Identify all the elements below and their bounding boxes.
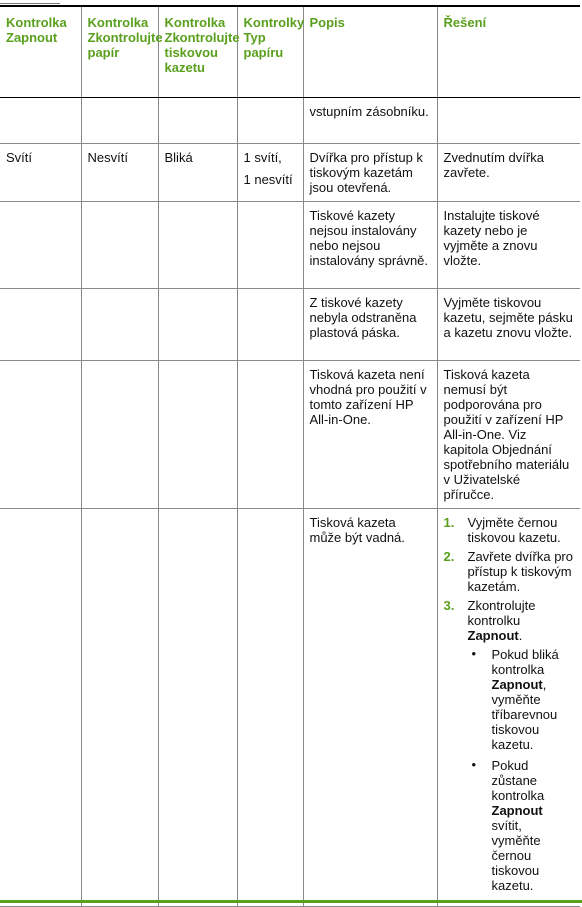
cell-popis: vstupním zásobníku.	[303, 98, 437, 144]
cell-empty	[437, 98, 580, 144]
cell-reseni: Tisková kazeta nemusí být podporována pro použití v zařízení HP All-in-One. Viz kapitola Objednání spotřebního materiálu v Uživatelské příručce.	[437, 361, 580, 509]
step-text: Vyjměte černou tiskovou kazetu.	[467, 515, 561, 545]
cell-empty	[237, 202, 303, 289]
cell-empty	[158, 509, 237, 907]
substep-text: Pokud zůstane kontrolka	[491, 758, 545, 803]
table-row	[0, 509, 580, 907]
cell-empty	[237, 98, 303, 144]
header-kontrolka-kazeta: Kontrolka Zkontrolujte tiskovou kazetu	[158, 6, 237, 98]
typ-papiru-line2: 1 nesvítí	[243, 172, 293, 187]
table-header-row	[0, 6, 580, 98]
typ-papiru-line1: 1 svítí,	[243, 150, 282, 165]
step-number: 2.	[443, 549, 455, 564]
cell-empty	[158, 361, 237, 509]
list-item	[444, 549, 575, 594]
substep-bold-text: Zapnout	[491, 677, 543, 692]
list-item	[468, 758, 575, 893]
cell-empty	[81, 289, 158, 361]
cell-popis: Tisková kazeta může být vadná.	[303, 509, 437, 907]
step-tail: .	[518, 628, 523, 643]
continuation-fragment	[0, 0, 60, 4]
list-item	[468, 647, 575, 752]
step-number: 3.	[443, 598, 455, 613]
bullet-icon: •	[471, 646, 477, 661]
header-kontrolka-papir: Kontrolka Zkontrolujte papír	[81, 6, 158, 98]
step-number: 1.	[443, 515, 455, 530]
table-row	[0, 361, 580, 509]
list-item	[444, 598, 575, 893]
table-row	[0, 98, 580, 144]
cell-empty	[0, 289, 81, 361]
cell-empty	[81, 98, 158, 144]
footer-rule	[0, 900, 582, 903]
cell-reseni-steps	[437, 509, 580, 907]
cell-empty	[81, 509, 158, 907]
cell-reseni: Zvednutím dvířka zavřete.	[437, 144, 580, 202]
cell-empty	[0, 202, 81, 289]
substep-text: Pokud bliká kontrolka	[491, 647, 559, 677]
cell-empty	[0, 509, 81, 907]
header-popis: Popis	[303, 6, 437, 98]
substep-bold-text: Zapnout	[491, 803, 543, 818]
cell-popis: Tisková kazeta není vhodná pro použití v tomto zařízení HP All-in-One.	[303, 361, 437, 509]
header-reseni: Řešení	[437, 6, 580, 98]
cell-empty	[237, 509, 303, 907]
cell-zapnout: Svítí	[0, 144, 81, 202]
cell-papir: Nesvítí	[81, 144, 158, 202]
cell-empty	[237, 289, 303, 361]
status-lights-table	[0, 5, 580, 907]
list-item	[444, 515, 575, 545]
cell-empty	[81, 361, 158, 509]
cell-empty	[81, 202, 158, 289]
table-row	[0, 202, 580, 289]
cell-empty	[0, 98, 81, 144]
cell-popis: Dvířka pro přístup k tiskovým kazetám jsou otevřená.	[303, 144, 437, 202]
cell-empty	[0, 361, 81, 509]
cell-kazeta: Bliká	[158, 144, 237, 202]
step-text: Zkontrolujte kontrolku	[467, 598, 536, 628]
header-kontrolka-zapnout: Kontrolka Zapnout	[0, 6, 81, 98]
cell-popis: Z tiskové kazety nebyla odstraněna plastová páska.	[303, 289, 437, 361]
table-row	[0, 144, 580, 202]
header-kontrolky-typ-papiru: Kontrolky Typ papíru	[237, 6, 303, 98]
substeps-list	[468, 647, 575, 893]
cell-empty	[237, 361, 303, 509]
steps-list	[444, 515, 575, 893]
bullet-icon: •	[471, 757, 477, 772]
cell-empty	[158, 202, 237, 289]
step-bold-text: Zapnout	[467, 628, 519, 643]
table-row	[0, 289, 580, 361]
substep-post-text: , vyměňte tříbarevnou tiskovou kazetu.	[491, 677, 558, 752]
cell-typ-papiru	[237, 144, 303, 202]
cell-empty	[158, 98, 237, 144]
cell-reseni: Instalujte tiskové kazety nebo je vyjměte a znovu vložte.	[437, 202, 580, 289]
cell-empty	[158, 289, 237, 361]
cell-reseni: Vyjměte tiskovou kazetu, sejměte pásku a kazetu znovu vložte.	[437, 289, 580, 361]
cell-popis: Tiskové kazety nejsou instalovány nebo nejsou instalovány správně.	[303, 202, 437, 289]
substep-post-text: svítit, vyměňte černou tiskovou kazetu.	[491, 818, 541, 893]
step-text: Zavřete dvířka pro přístup k tiskovým kazetám.	[467, 549, 573, 594]
